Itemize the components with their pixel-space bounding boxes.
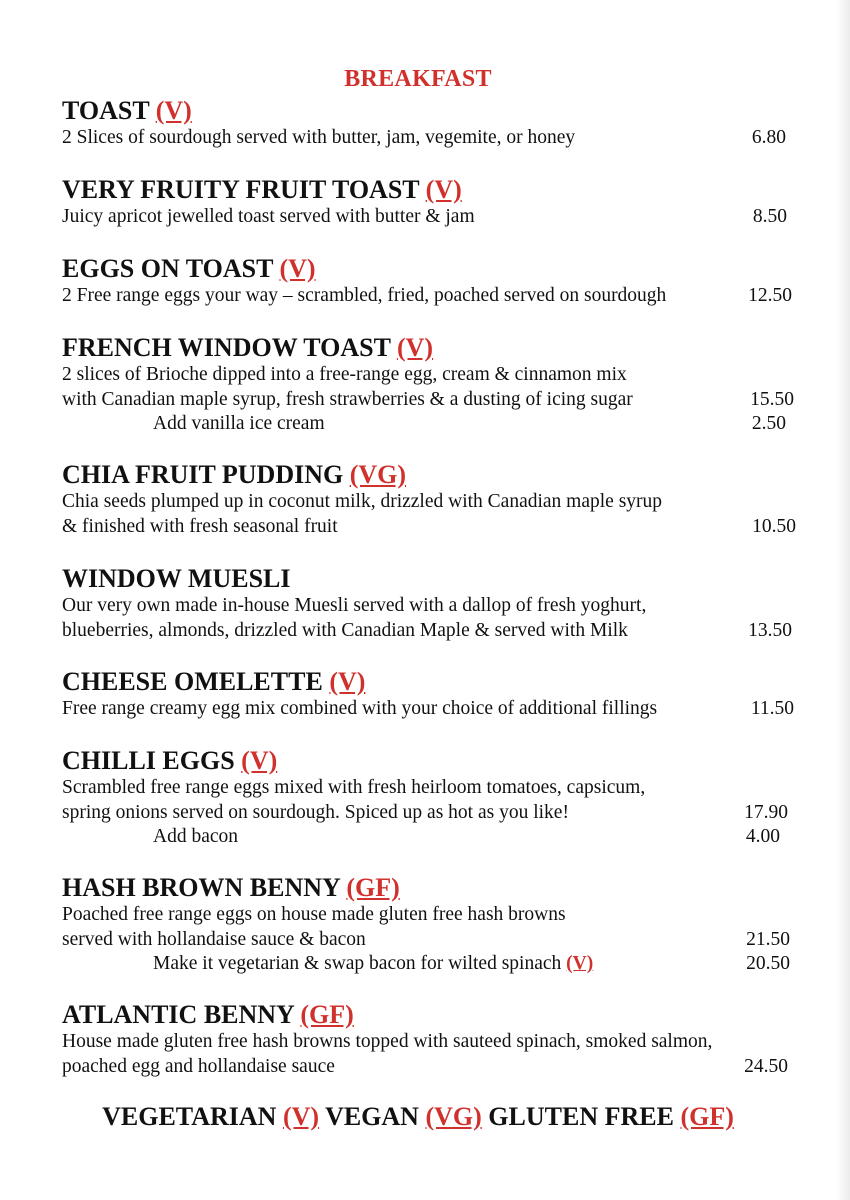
item-description: spring onions served on sourdough. Spiced up as hot as you like! xyxy=(62,801,569,823)
item-description-line xyxy=(62,1055,812,1080)
dietary-legend xyxy=(0,1102,836,1132)
legend-vegan-tag: (VG) xyxy=(425,1102,482,1131)
item-price: 13.50 xyxy=(748,619,792,641)
item-name: EGGS ON TOAST xyxy=(62,254,273,283)
legend-vegetarian-tag: (V) xyxy=(282,1102,320,1131)
menu-item xyxy=(62,667,802,722)
item-title xyxy=(62,333,802,363)
item-description-line xyxy=(62,126,802,151)
dietary-tag: (VG) xyxy=(349,460,407,489)
add-on-description: Add vanilla ice cream xyxy=(153,413,325,434)
add-on-text: Make it vegetarian & swap bacon for wilted spinach xyxy=(153,953,562,974)
item-description-line xyxy=(62,928,802,953)
item-description: Juicy apricot jewelled toast served with butter & jam xyxy=(62,206,475,227)
item-description: served with hollandaise sauce & bacon xyxy=(62,928,366,950)
legend-gluten-free: GLUTEN FREE xyxy=(488,1102,674,1131)
item-description-line xyxy=(62,776,802,801)
item-description-line xyxy=(62,903,802,928)
item-title xyxy=(62,746,802,776)
item-description: & finished with fresh seasonal fruit xyxy=(62,515,338,537)
item-description-line xyxy=(62,594,802,619)
dietary-tag: (GF) xyxy=(300,1000,354,1029)
add-on-price: 20.50 xyxy=(746,953,790,974)
menu-item xyxy=(62,564,802,643)
item-description: Scrambled free range eggs mixed with fresh heirloom tomatoes, capsicum, xyxy=(62,777,646,798)
item-price: 15.50 xyxy=(750,388,794,410)
add-on-line xyxy=(62,412,802,437)
add-on-line xyxy=(62,952,802,977)
item-title xyxy=(62,175,802,205)
dietary-tag: (V) xyxy=(279,254,316,283)
item-price: 8.50 xyxy=(752,206,787,227)
menu-item xyxy=(62,873,802,977)
menu-item xyxy=(62,460,802,539)
item-description-line xyxy=(62,363,802,388)
item-title xyxy=(62,96,802,126)
dietary-tag: (V) xyxy=(241,746,278,775)
item-price: 21.50 xyxy=(746,928,790,950)
item-description-line xyxy=(62,205,802,230)
item-description-line xyxy=(62,619,802,644)
menu-item xyxy=(62,175,802,230)
item-description: Poached free range eggs on house made gluten free hash browns xyxy=(62,904,566,925)
item-description-line xyxy=(62,515,802,540)
add-on-price: 2.50 xyxy=(751,413,786,434)
item-description-line xyxy=(62,490,802,515)
item-name: TOAST xyxy=(62,96,150,125)
item-description-line xyxy=(62,1030,812,1055)
item-description: with Canadian maple syrup, fresh strawberries & a dusting of icing sugar xyxy=(62,388,633,410)
item-name: FRENCH WINDOW TOAST xyxy=(62,333,391,362)
item-description: House made gluten free hash browns topped with sauteed spinach, smoked salmon, xyxy=(62,1031,713,1052)
item-price: 10.50 xyxy=(752,515,796,537)
item-name: ATLANTIC BENNY xyxy=(62,1000,294,1029)
item-description-line xyxy=(62,284,802,309)
item-name: VERY FRUITY FRUIT TOAST xyxy=(62,175,420,204)
dietary-tag: (V) xyxy=(425,175,462,204)
dietary-tag: (V) xyxy=(566,953,594,974)
item-title xyxy=(62,1000,812,1030)
item-price: 12.50 xyxy=(748,285,792,306)
item-name: CHILLI EGGS xyxy=(62,746,235,775)
add-on-description xyxy=(153,952,593,977)
item-title xyxy=(62,667,802,697)
legend-vegan: VEGAN xyxy=(325,1102,419,1131)
item-name: HASH BROWN BENNY xyxy=(62,873,340,902)
item-description: Chia seeds plumped up in coconut milk, drizzled with Canadian maple syrup xyxy=(62,491,663,512)
item-description-line xyxy=(62,388,802,413)
dietary-tag: (V) xyxy=(155,96,192,125)
legend-vegetarian: VEGETARIAN xyxy=(102,1102,277,1131)
menu-item xyxy=(62,746,802,850)
legend-gluten-free-tag: (GF) xyxy=(680,1102,734,1131)
add-on-price: 4.00 xyxy=(745,826,780,847)
dietary-tag: (GF) xyxy=(346,873,400,902)
item-title xyxy=(62,873,802,903)
item-name: WINDOW MUESLI xyxy=(62,564,291,593)
item-description-line xyxy=(62,697,802,722)
item-description: blueberries, almonds, drizzled with Canadian Maple & served with Milk xyxy=(62,619,628,641)
menu-item xyxy=(62,1000,812,1079)
menu-item xyxy=(62,333,802,437)
item-description: poached egg and hollandaise sauce xyxy=(62,1055,335,1077)
item-price: 17.90 xyxy=(744,801,788,823)
item-price: 11.50 xyxy=(750,698,794,719)
add-on-description: Add bacon xyxy=(153,826,239,847)
item-title xyxy=(62,254,802,284)
dietary-tag: (V) xyxy=(329,667,366,696)
item-description: Our very own made in-house Muesli served with a dallop of fresh yoghurt, xyxy=(62,595,647,616)
item-price: 24.50 xyxy=(744,1055,788,1077)
item-description: 2 slices of Brioche dipped into a free-range egg, cream & cinnamon mix xyxy=(62,364,627,385)
item-price: 6.80 xyxy=(751,127,786,148)
item-name: CHEESE OMELETTE xyxy=(62,667,323,696)
menu-item xyxy=(62,254,802,309)
item-name: CHIA FRUIT PUDDING xyxy=(62,460,344,489)
add-on-line xyxy=(62,825,802,850)
item-title xyxy=(62,564,802,594)
menu-item xyxy=(62,96,802,151)
menu-heading: BREAKFAST xyxy=(344,66,492,92)
item-description: 2 Free range eggs your way – scrambled, fried, poached served on sourdough xyxy=(62,285,667,306)
item-title xyxy=(62,460,802,490)
item-description: 2 Slices of sourdough served with butter, jam, vegemite, or honey xyxy=(62,127,576,148)
dietary-tag: (V) xyxy=(396,333,434,362)
item-description-line xyxy=(62,801,802,826)
item-description: Free range creamy egg mix combined with your choice of additional fillings xyxy=(62,698,658,719)
